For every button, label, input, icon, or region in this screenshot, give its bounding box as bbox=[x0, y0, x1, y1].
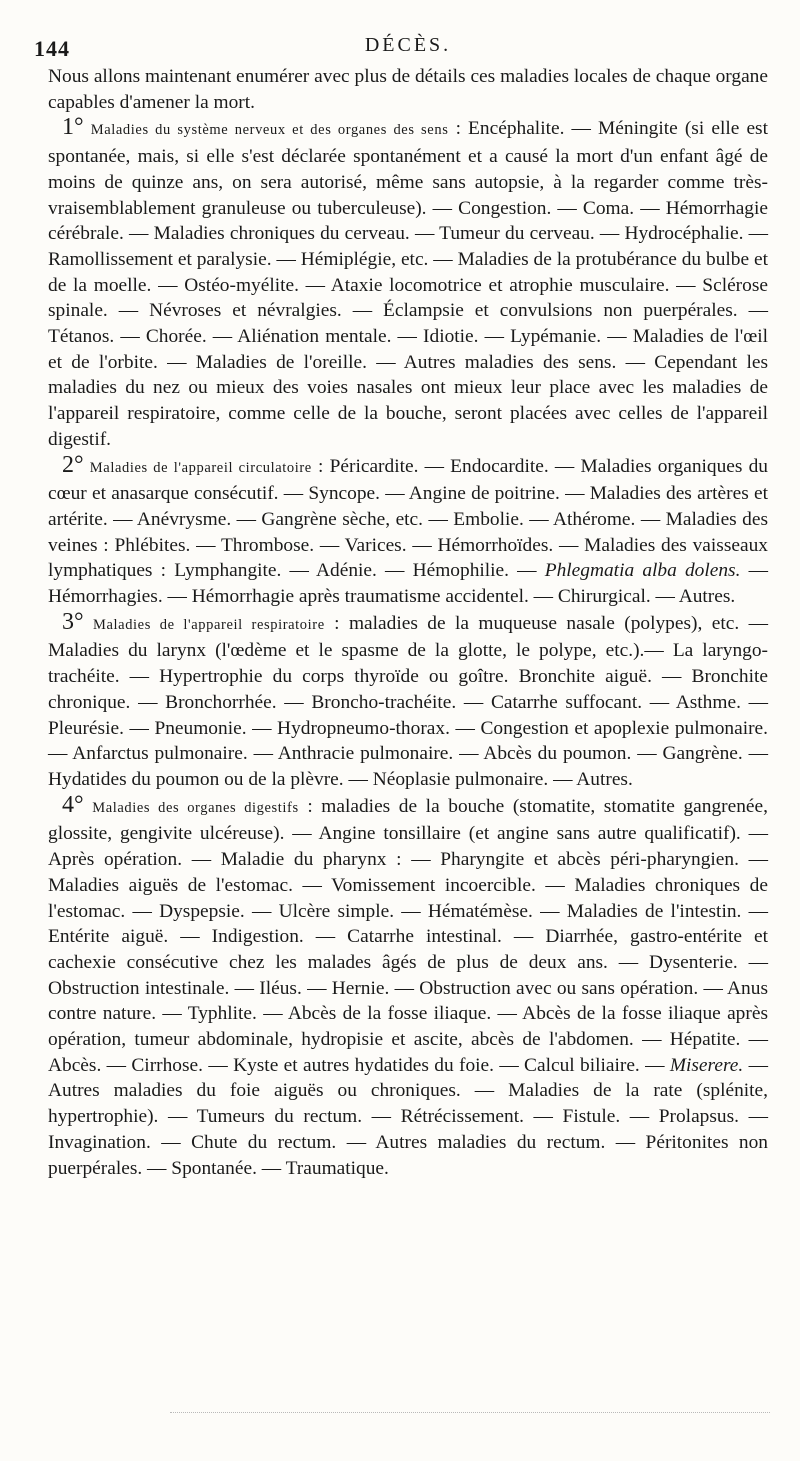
page-number: 144 bbox=[34, 36, 70, 61]
footer-dotted-rule bbox=[170, 1412, 770, 1417]
section-heading: Maladies de l'appareil respiratoire bbox=[93, 616, 325, 633]
section-respiratory-system bbox=[48, 610, 768, 793]
section-heading: Maladies du système nerveux et des organes des sens bbox=[90, 122, 449, 139]
section-number: 1° bbox=[62, 114, 84, 141]
section-text-continued: — Autres maladies du foie aiguës ou chroniques. — Maladies de la rate (splénite, hypertrophie). — Tumeurs du rectum. — Rétrécissement. — Fistule. — Prolapsus. — Invagination. — Chute du rectum. — Autres maladies du rectum. — Péritonites non puerpérales. — Spontanée. — Traumatique. bbox=[48, 1054, 768, 1179]
section-text: : maladies de la muqueuse nasale (polypes), etc. — Maladies du larynx (l'œdème et le spasme de la glotte, le polype, etc.).— La laryngo-trachéite. — Hypertrophie du corps thyroïde ou goître. Bronchite aiguë. — Bronchite chronique. — Bronchorrhée. — Broncho-trachéite. — Catarrhe suffocant. — Asthme. — Pleurésie. — Pneumonie. — Hydropneumo-thorax. — Congestion et apoplexie pulmonaire. — Anfarctus pulmonaire. — Anthracie pulmonaire. — Abcès du poumon. — Gangrène. — Hydatides du poumon ou de la plèvre. — Néoplasie pulmonaire. — Autres. bbox=[48, 612, 768, 790]
section-heading: Maladies de l'appareil circulatoire bbox=[89, 459, 312, 476]
section-text: : Encéphalite. — Méningite (si elle est spontanée, mais, si elle s'est déclarée spontanément et a causé la mort d'un enfant âgé de moins de quinze ans, on sera autorisé, même sans autopsie, à la regarder comme très-vraisemblablement granuleuse ou tuberculeuse). — Congestion. — Coma. — Hémorrhagie cérébrale. — Maladies chroniques du cerveau. — Tumeur du cerveau. — Hydrocéphalie. — Ramollissement et paralysie. — Hémiplégie, etc. — Maladies de la protubérance du bulbe et de la moelle. — Ostéo-myélite. — Ataxie locomotrice et atrophie musculaire. — Sclérose spinale. — Névroses et névralgies. — Éclampsie et convulsions non puerpérales. — Tétanos. — Chorée. — Aliénation mentale. — Idiotie. — Lypémanie. — Maladies de l'œil et de l'orbite. — Maladies de l'oreille. — Autres maladies des sens. — Cependant les maladies du nez ou mieux des voies nasales ont mieux leur place avec les maladies de l'appareil respiratoire, comme celle de la bouche, seront placées avec celles de l'appareil digestif. bbox=[48, 118, 768, 450]
running-title: DÉCÈS. bbox=[364, 34, 452, 56]
section-number: 3° bbox=[62, 608, 84, 635]
page-body bbox=[48, 64, 768, 1181]
section-number: 2° bbox=[62, 451, 84, 478]
section-number: 4° bbox=[62, 791, 84, 818]
section-circulatory-system bbox=[48, 453, 768, 610]
section-digestive-organs bbox=[48, 793, 768, 1182]
italic-term: Miserere. bbox=[669, 1054, 744, 1076]
intro-paragraph: Nous allons maintenant enumérer avec plus de détails ces maladies locales de chaque organe capables d'amener la mort. bbox=[48, 66, 768, 113]
section-heading: Maladies des organes digestifs bbox=[92, 799, 299, 816]
section-text: : Péricardite. — Endocardite. — Maladies organiques du cœur et anasarque consécutif. — Syncope. — Angine de poitrine. — Maladies des artères et artérite. — Anévrysme. — Gangrène sèche, etc. — Embolie. — Athérome. — Maladies des veines : Phlébites. — Thrombose. — Varices. — Hémorrhoïdes. — Maladies des vaisseaux lymphatiques : Lymphangite. — Adénie. — Hémophilie. — bbox=[48, 455, 769, 582]
section-nervous-system bbox=[48, 115, 768, 452]
section-text: : maladies de la bouche (stomatite, stomatite gangrenée, glossite, gengivite ulcéreuse). — Angine tonsillaire (et angine sans autre qualificatif). — Après opération. — Maladie du pharynx : — Pharyngite et abcès péri-pharyngien. — Maladies aiguës de l'estomac. — Vomissement incoercible. — Maladies chroniques de l'estomac. — Dyspepsie. — Ulcère simple. — Hématémèse. — Maladies de l'intestin. — Entérite aiguë. — Indigestion. — Catarrhe intestinal. — Diarrhée, gastro-entérite et cachexie consécutive chez les malades âgés de plus de deux ans. — Dysenterie. — Obstruction intestinale. — Iléus. — Hernie. — Obstruction avec ou sans opération. — Anus contre nature. — Typhlite. — Abcès de la fosse iliaque. — Abcès de la fosse iliaque après opération, tumeur abdominale, hydropisie et ascite, abcès de l'abdomen. — Hépatite. — Abcès. — Cirrhose. — Kyste et autres hydatides du foie. — Calcul biliaire. — bbox=[48, 795, 768, 1076]
page-header bbox=[34, 30, 768, 64]
section-text-continued: — Hémorrhagies. — Hémorrhagie après traumatisme accidentel. — Chirurgical. — Autres. bbox=[48, 560, 768, 608]
italic-term: Phlegmatia alba dolens. bbox=[544, 560, 741, 582]
